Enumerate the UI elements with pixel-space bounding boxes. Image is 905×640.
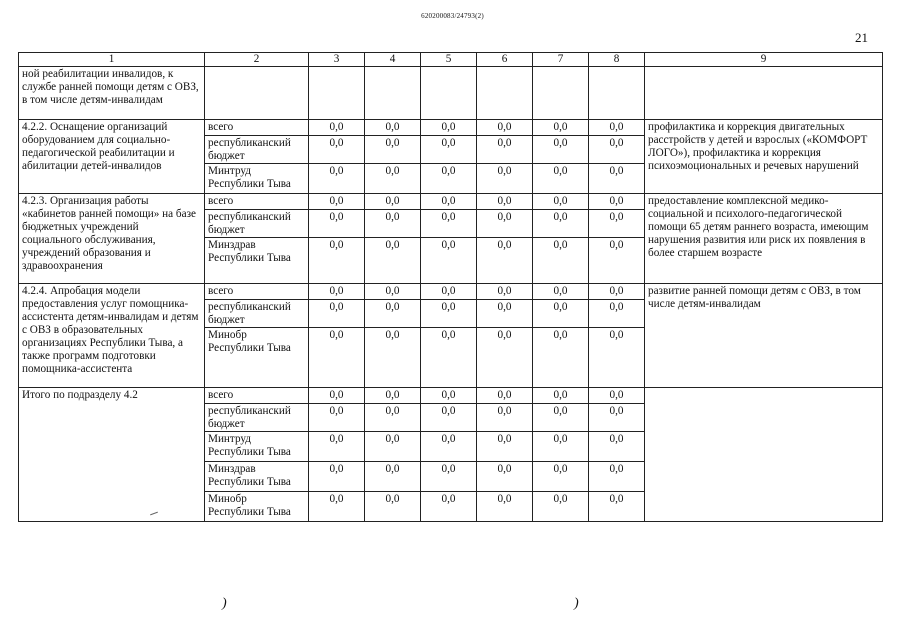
- value-cell: 0,0: [421, 210, 477, 238]
- column-header: 9: [645, 53, 883, 67]
- column-header: 7: [533, 53, 589, 67]
- table-cell: [421, 67, 477, 120]
- funding-source: Минобр Республики Тыва: [205, 492, 309, 522]
- value-cell: 0,0: [477, 136, 533, 164]
- value-cell: 0,0: [309, 432, 365, 462]
- value-cell: 0,0: [533, 164, 589, 194]
- value-cell: 0,0: [477, 404, 533, 432]
- column-header: 5: [421, 53, 477, 67]
- value-cell: 0,0: [477, 120, 533, 136]
- value-cell: 0,0: [589, 120, 645, 136]
- table-cell: [533, 67, 589, 120]
- value-cell: 0,0: [365, 300, 421, 328]
- value-cell: 0,0: [309, 120, 365, 136]
- value-cell: 0,0: [365, 210, 421, 238]
- value-cell: 0,0: [309, 300, 365, 328]
- value-cell: 0,0: [309, 210, 365, 238]
- value-cell: 0,0: [589, 328, 645, 388]
- value-cell: 0,0: [477, 284, 533, 300]
- expected-result: [645, 388, 883, 522]
- value-cell: 0,0: [365, 462, 421, 492]
- measure-name: Итого по подразделу 4.2: [19, 388, 205, 522]
- value-cell: 0,0: [477, 328, 533, 388]
- value-cell: 0,0: [477, 462, 533, 492]
- funding-source: республиканский бюджет: [205, 210, 309, 238]
- document-id: 620200083/24793(2): [421, 12, 484, 20]
- column-header: 3: [309, 53, 365, 67]
- value-cell: 0,0: [309, 492, 365, 522]
- column-header: 2: [205, 53, 309, 67]
- measure-name: 4.2.2. Оснащение организаций оборудованием для социально-педагогической реабилитации и абилитации детей-инвалидов: [19, 120, 205, 194]
- measure-name: 4.2.3. Организация работы «кабинетов ранней помощи» на базе бюджетных учреждений социального обслуживания, учреждений образования и здравоохранения: [19, 194, 205, 284]
- value-cell: 0,0: [365, 432, 421, 462]
- value-cell: 0,0: [589, 432, 645, 462]
- value-cell: 0,0: [365, 284, 421, 300]
- measure-name: 4.2.4. Апробация модели предоставления услуг помощника-ассистента детям-инвалидам и детям с ОВЗ в образовательных организациях Республики Тыва, а также программ подготовки помощника-ассистента: [19, 284, 205, 388]
- value-cell: 0,0: [365, 492, 421, 522]
- value-cell: 0,0: [421, 284, 477, 300]
- value-cell: 0,0: [309, 164, 365, 194]
- value-cell: 0,0: [533, 238, 589, 284]
- value-cell: 0,0: [309, 136, 365, 164]
- funding-source: Минтруд Республики Тыва: [205, 432, 309, 462]
- value-cell: 0,0: [309, 404, 365, 432]
- value-cell: 0,0: [421, 404, 477, 432]
- value-cell: 0,0: [421, 238, 477, 284]
- continuation-row: [19, 67, 883, 120]
- table-cell: [365, 67, 421, 120]
- table-cell: [589, 67, 645, 120]
- value-cell: 0,0: [589, 164, 645, 194]
- value-cell: 0,0: [421, 432, 477, 462]
- funding-source: Минздрав Республики Тыва: [205, 462, 309, 492]
- table-cell: [309, 67, 365, 120]
- table-header: [19, 53, 883, 67]
- table-row: [19, 388, 883, 404]
- value-cell: 0,0: [477, 164, 533, 194]
- funding-source: всего: [205, 120, 309, 136]
- value-cell: 0,0: [421, 300, 477, 328]
- funding-source: всего: [205, 388, 309, 404]
- value-cell: 0,0: [533, 388, 589, 404]
- continuation-text: ной реабилитации инвалидов, к службе ранней помощи детям с ОВЗ, в том числе детям-инвалидам: [19, 67, 205, 120]
- value-cell: 0,0: [421, 136, 477, 164]
- value-cell: 0,0: [421, 164, 477, 194]
- value-cell: 0,0: [309, 284, 365, 300]
- value-cell: 0,0: [477, 210, 533, 238]
- value-cell: 0,0: [365, 136, 421, 164]
- value-cell: 0,0: [533, 194, 589, 210]
- funding-source: республиканский бюджет: [205, 300, 309, 328]
- value-cell: 0,0: [477, 194, 533, 210]
- value-cell: 0,0: [533, 492, 589, 522]
- funding-source: Минтруд Республики Тыва: [205, 164, 309, 194]
- column-header: 6: [477, 53, 533, 67]
- value-cell: 0,0: [309, 238, 365, 284]
- value-cell: 0,0: [589, 462, 645, 492]
- value-cell: 0,0: [309, 328, 365, 388]
- column-header: 1: [19, 53, 205, 67]
- funding-source: всего: [205, 194, 309, 210]
- value-cell: 0,0: [589, 404, 645, 432]
- value-cell: 0,0: [477, 492, 533, 522]
- table-row: [19, 120, 883, 136]
- budget-table: [18, 52, 883, 522]
- value-cell: 0,0: [309, 388, 365, 404]
- expected-result: развитие ранней помощи детям с ОВЗ, в том числе детям-инвалидам: [645, 284, 883, 388]
- value-cell: 0,0: [309, 194, 365, 210]
- value-cell: 0,0: [421, 492, 477, 522]
- expected-result: предоставление комплексной медико-социальной и психолого-педагогической помощи 65 детям раннего возраста, имеющим нарушения развития или риск их появления в более старшем возрасте: [645, 194, 883, 284]
- table-body: [19, 67, 883, 522]
- value-cell: 0,0: [477, 300, 533, 328]
- column-number-row: [19, 53, 883, 67]
- funding-source: Минздрав Республики Тыва: [205, 238, 309, 284]
- value-cell: 0,0: [533, 328, 589, 388]
- table-row: [19, 194, 883, 210]
- expected-result: профилактика и коррекция двигательных расстройств у детей и взрослых («КОМФОРТ ЛОГО»), профилактика и коррекция психоэмоциональных и речевых нарушений: [645, 120, 883, 194]
- value-cell: 0,0: [589, 388, 645, 404]
- value-cell: 0,0: [477, 388, 533, 404]
- value-cell: 0,0: [365, 388, 421, 404]
- table-cell: [205, 67, 309, 120]
- value-cell: 0,0: [365, 404, 421, 432]
- value-cell: 0,0: [533, 136, 589, 164]
- value-cell: 0,0: [365, 164, 421, 194]
- value-cell: 0,0: [365, 120, 421, 136]
- funding-source: всего: [205, 284, 309, 300]
- value-cell: 0,0: [589, 210, 645, 238]
- value-cell: 0,0: [421, 462, 477, 492]
- page-number: 21: [855, 30, 868, 45]
- funding-source: республиканский бюджет: [205, 136, 309, 164]
- value-cell: 0,0: [589, 136, 645, 164]
- value-cell: 0,0: [365, 194, 421, 210]
- value-cell: 0,0: [421, 120, 477, 136]
- scan-mark-left: ): [222, 596, 227, 611]
- value-cell: 0,0: [533, 284, 589, 300]
- value-cell: 0,0: [477, 238, 533, 284]
- value-cell: 0,0: [533, 462, 589, 492]
- column-header: 4: [365, 53, 421, 67]
- value-cell: 0,0: [365, 238, 421, 284]
- value-cell: 0,0: [421, 194, 477, 210]
- value-cell: 0,0: [365, 328, 421, 388]
- table-cell: [477, 67, 533, 120]
- value-cell: 0,0: [421, 328, 477, 388]
- value-cell: 0,0: [589, 194, 645, 210]
- value-cell: 0,0: [533, 432, 589, 462]
- value-cell: 0,0: [533, 210, 589, 238]
- funding-source: республиканский бюджет: [205, 404, 309, 432]
- value-cell: 0,0: [533, 404, 589, 432]
- value-cell: 0,0: [477, 432, 533, 462]
- funding-source: Минобр Республики Тыва: [205, 328, 309, 388]
- column-header: 8: [589, 53, 645, 67]
- value-cell: 0,0: [533, 120, 589, 136]
- value-cell: 0,0: [589, 492, 645, 522]
- value-cell: 0,0: [589, 300, 645, 328]
- value-cell: 0,0: [421, 388, 477, 404]
- value-cell: 0,0: [589, 284, 645, 300]
- table-cell: [645, 67, 883, 120]
- value-cell: 0,0: [589, 238, 645, 284]
- value-cell: 0,0: [309, 462, 365, 492]
- table-row: [19, 284, 883, 300]
- value-cell: 0,0: [533, 300, 589, 328]
- scan-mark-right: ): [574, 596, 579, 611]
